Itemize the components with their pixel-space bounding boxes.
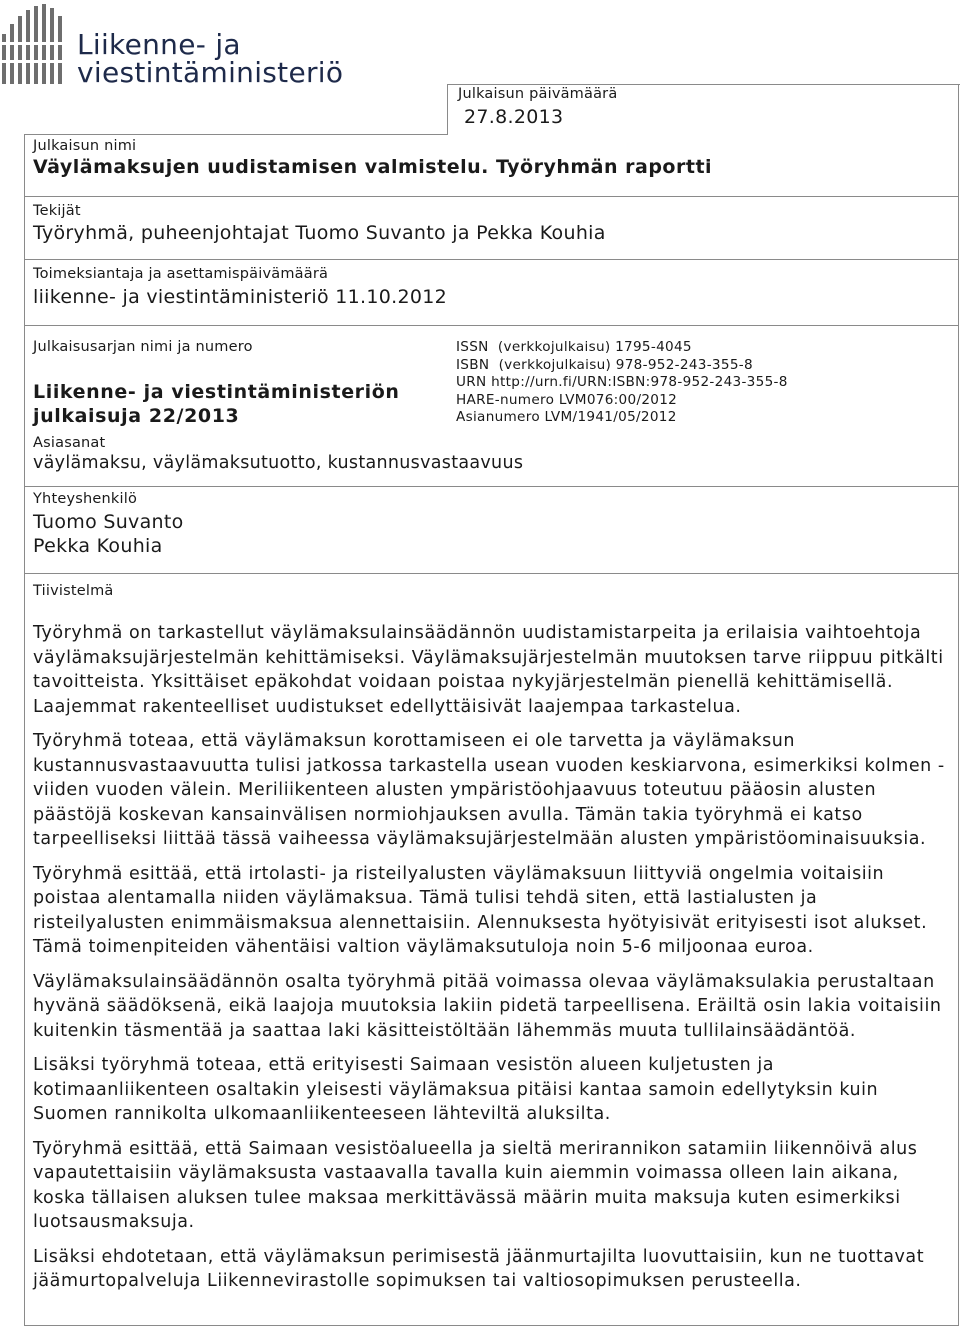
contact-person-2: Pekka Kouhia [33, 535, 163, 557]
authors-value: Työryhmä, puheenjohtajat Tuomo Suvanto ja Pekka Kouhia [33, 222, 606, 244]
abstract-paragraph: Työryhmä on tarkastellut väylämaksulainsäädännön uudistamistarpeita ja erilaisia vaihtoehtoja väylämaksujärjestelmän kehittämiseksi. Väylämaksujärjestelmän muutoksen tarve riippuu pitkälti tavoitteista. Yksittäiset epäkohdat voidaan poistaa nykyjärjestelmän pienellä kehittämisellä. Laajemmat rakenteelliset uudistukset edellyttäisivät laajempaa tarkastelua. [33, 623, 944, 717]
logo-text-line2: viestintäministeriö [77, 56, 344, 89]
commissioner-value: liikenne- ja viestintäministeriö 11.10.2012 [33, 286, 448, 308]
series-name-line2: julkaisuja 22/2013 [33, 405, 240, 427]
abstract-paragraph: Lisäksi työryhmä toteaa, että erityisesti Saimaan vesistön alueen kuljetusten ja kotimaanliikenteen osaltakin yleisesti väylämaksua pitäisi kantaa samoin edellytyksin kuin Suomen rannikolta ulkomaanliikenteeseen lähteviltä aluksilta. [33, 1055, 879, 1124]
publication-date-value: 27.8.2013 [464, 106, 564, 128]
series-name-line1: Liikenne- ja viestintäministeriön [33, 381, 400, 403]
abstract-paragraph: Lisäksi ehdotetaan, että väylämaksun perimisestä jäänmurtajilta luovuttaisiin, kun ne tuottavat jäämurtopalveluja Liikennevirastolle sopimuksen tai valtiosopimuksen perusteella. [33, 1246, 925, 1291]
abstract-paragraph: Työryhmä esittää, että irtolasti- ja risteilyalusten väylämaksuun liittyviä ongelmia voitaisiin poistaa alentamalla niiden väylämaksua. Tämä tulisi tehdä siten, että lastialusten ja risteilyalusten enimmäismaksua alennettaisiin. Alennuksesta hyötyisivät erityisesti isot alukset. Tämä toimenpiteiden vähentäisi valtion väylämaksutuloja noin 5-6 miljoonaa euroa. [33, 863, 928, 957]
identifiers-block [456, 339, 788, 427]
commissioner-label: Toimeksiantaja ja asettamispäivämäärä [33, 266, 329, 282]
abstract-paragraph: Väylämaksulainsäädännön osalta työryhmä pitää voimassa olevaa väylämaksulakia perustaltaan hyvänä säädöksenä, eikä laajoja muutoksia lakiin pidetä tarpeellisena. Eräiltä osin lakia voitaisiin kuitenkin täsmentää ja saattaa laki käsitteistöltään lähemmäs muuta tullilainsäädäntöä. [33, 971, 942, 1041]
contact-label: Yhteyshenkilö [33, 491, 138, 507]
publication-name-label: Julkaisun nimi [33, 138, 137, 154]
ministry-emblem-icon [0, 2, 68, 88]
case-number-line: Asianumero LVM/1941/05/2012 [456, 409, 677, 425]
abstract-label: Tiivistelmä [33, 583, 114, 599]
publication-title: Väylämaksujen uudistamisen valmistelu. Työryhmän raportti [33, 156, 713, 178]
keywords-label: Asiasanat [33, 435, 106, 451]
issn-line: ISSN (verkkojulkaisu) 1795-4045 [456, 339, 692, 355]
contact-person-1: Tuomo Suvanto [33, 511, 184, 533]
ministry-logo [0, 0, 344, 90]
urn-line: URN http://urn.fi/URN:ISBN:978-952-243-355-8 [456, 374, 788, 390]
keywords-value: väylämaksu, väylämaksutuotto, kustannusvastaavuus [33, 453, 524, 473]
hare-number-line: HARE-numero LVM076:00/2012 [456, 391, 678, 408]
series-label: Julkaisusarjan nimi ja numero [33, 339, 253, 355]
abstract-body [33, 621, 948, 1304]
abstract-paragraph: Työryhmä toteaa, että väylämaksun korottamiseen ei ole tarvetta ja väylämaksun kustannusvastaavuutta tulisi jatkossa tarkastella usean vuoden keskiarvona, esimerkiksi kolmen - viiden vuoden välein. Meriliikenteen alusten ympäristöohjaavuus toteutuu pääosin alusten päästöjä koskevan kansainvälisen normiohjauksen avulla. Tämän takia työryhmä ei katso tarpeelliseksi liittää tässä vaiheessa väylämaksujärjestelmään alusten ympäristöominaisuuksia. [33, 731, 945, 849]
logo-text-line1: Liikenne- ja [77, 28, 241, 61]
authors-label: Tekijät [33, 203, 81, 219]
isbn-line: ISBN (verkkojulkaisu) 978-952-243-355-8 [456, 356, 753, 373]
abstract-paragraph: Työryhmä esittää, että Saimaan vesistöalueella ja sieltä merirannikon satamiin liikennöivä alus vapautettaisiin väylämaksusta vastaavalla tavalla kuin aiemmin voimassa olleen lain aikana, koska tällaisen aluksen tulee maksaa merkittävässä määrin muita maksuja kuten esimerkiksi luotsausmaksuja. [33, 1138, 918, 1232]
publication-date-label: Julkaisun päivämäärä [458, 86, 618, 102]
